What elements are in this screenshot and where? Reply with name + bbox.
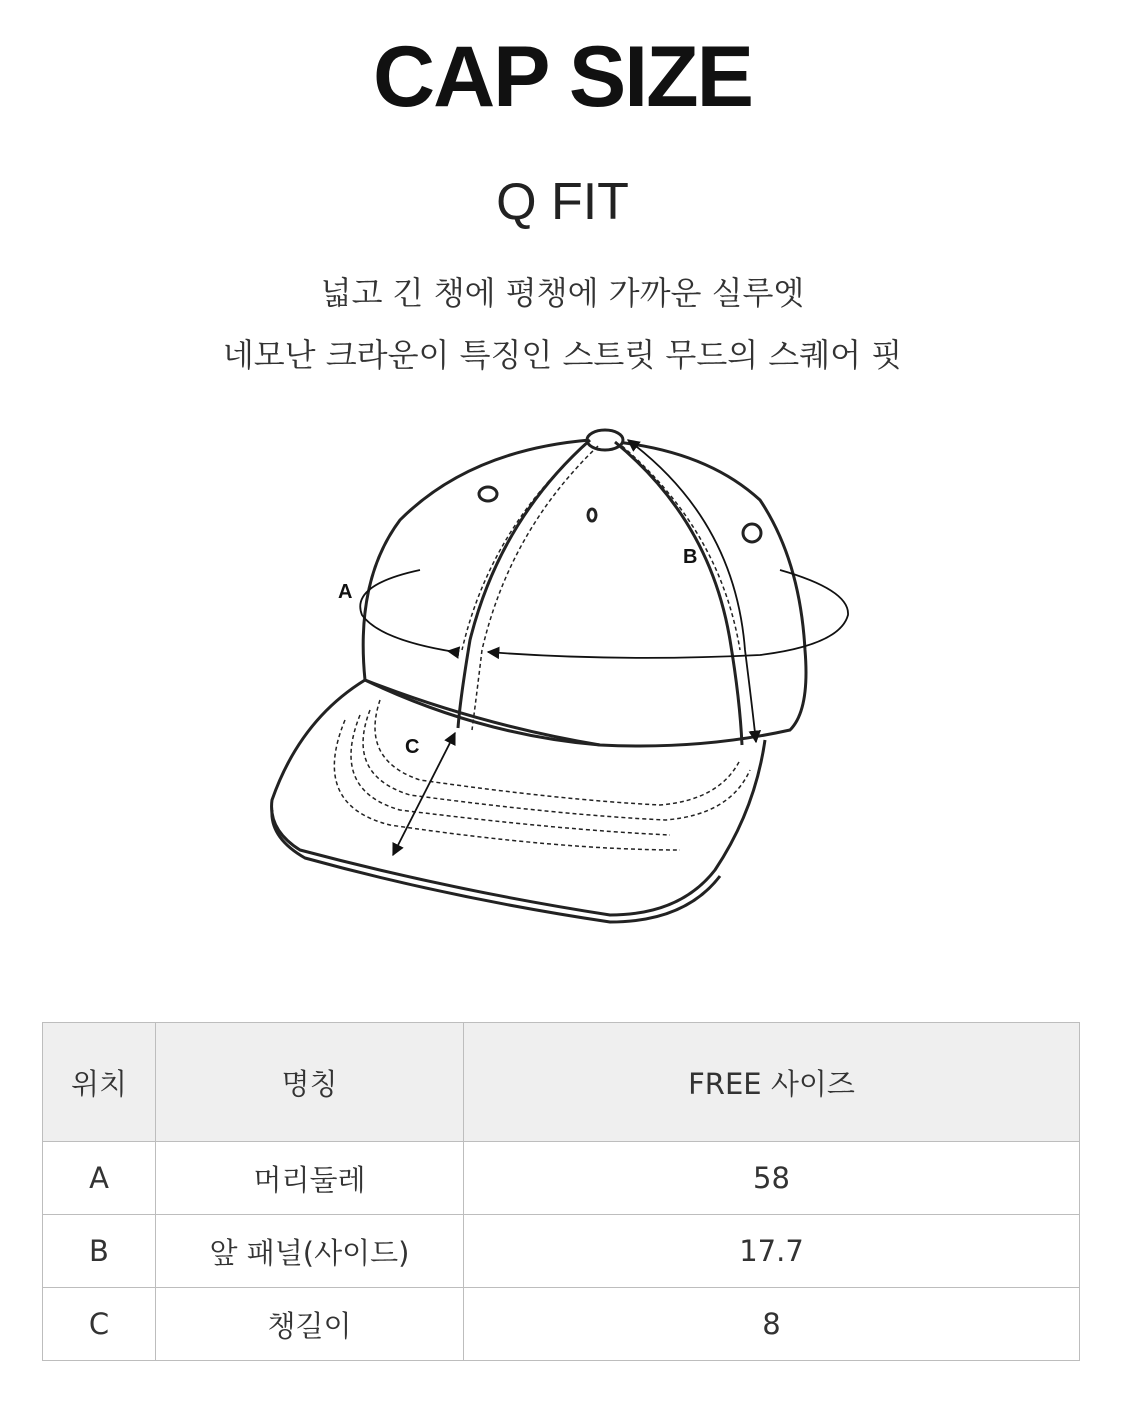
cap-diagram [260,420,860,930]
cell-name: 머리둘레 [156,1142,464,1215]
table-row [43,1288,1080,1361]
page-title: CAP SIZE [372,29,753,125]
cell-name: 챙길이 [156,1288,464,1361]
label-c: C [405,736,420,758]
description-line-2: 네모난 크라운이 특징인 스트릿 무드의 스퀘어 핏 [222,336,903,374]
header-free-size: FREE 사이즈 [464,1023,1080,1142]
cell-position: B [43,1215,156,1288]
cell-value: 17.7 [464,1215,1080,1288]
cell-name: 앞 패널(사이드) [156,1215,464,1288]
table-row [43,1142,1080,1215]
cell-position: A [43,1142,156,1215]
description-line-1: 넓고 긴 챙에 평챙에 가까운 실루엣 [320,274,805,312]
header-position: 위치 [43,1023,156,1142]
size-table [42,1022,1080,1361]
table-row [43,1215,1080,1288]
label-a: A [338,581,353,603]
cell-position: C [43,1288,156,1361]
cell-value: 8 [464,1288,1080,1361]
header-name: 명칭 [156,1023,464,1142]
table-header-row [43,1023,1080,1142]
fit-name: Q FIT [496,173,629,231]
cell-value: 58 [464,1142,1080,1215]
label-b: B [683,546,698,568]
